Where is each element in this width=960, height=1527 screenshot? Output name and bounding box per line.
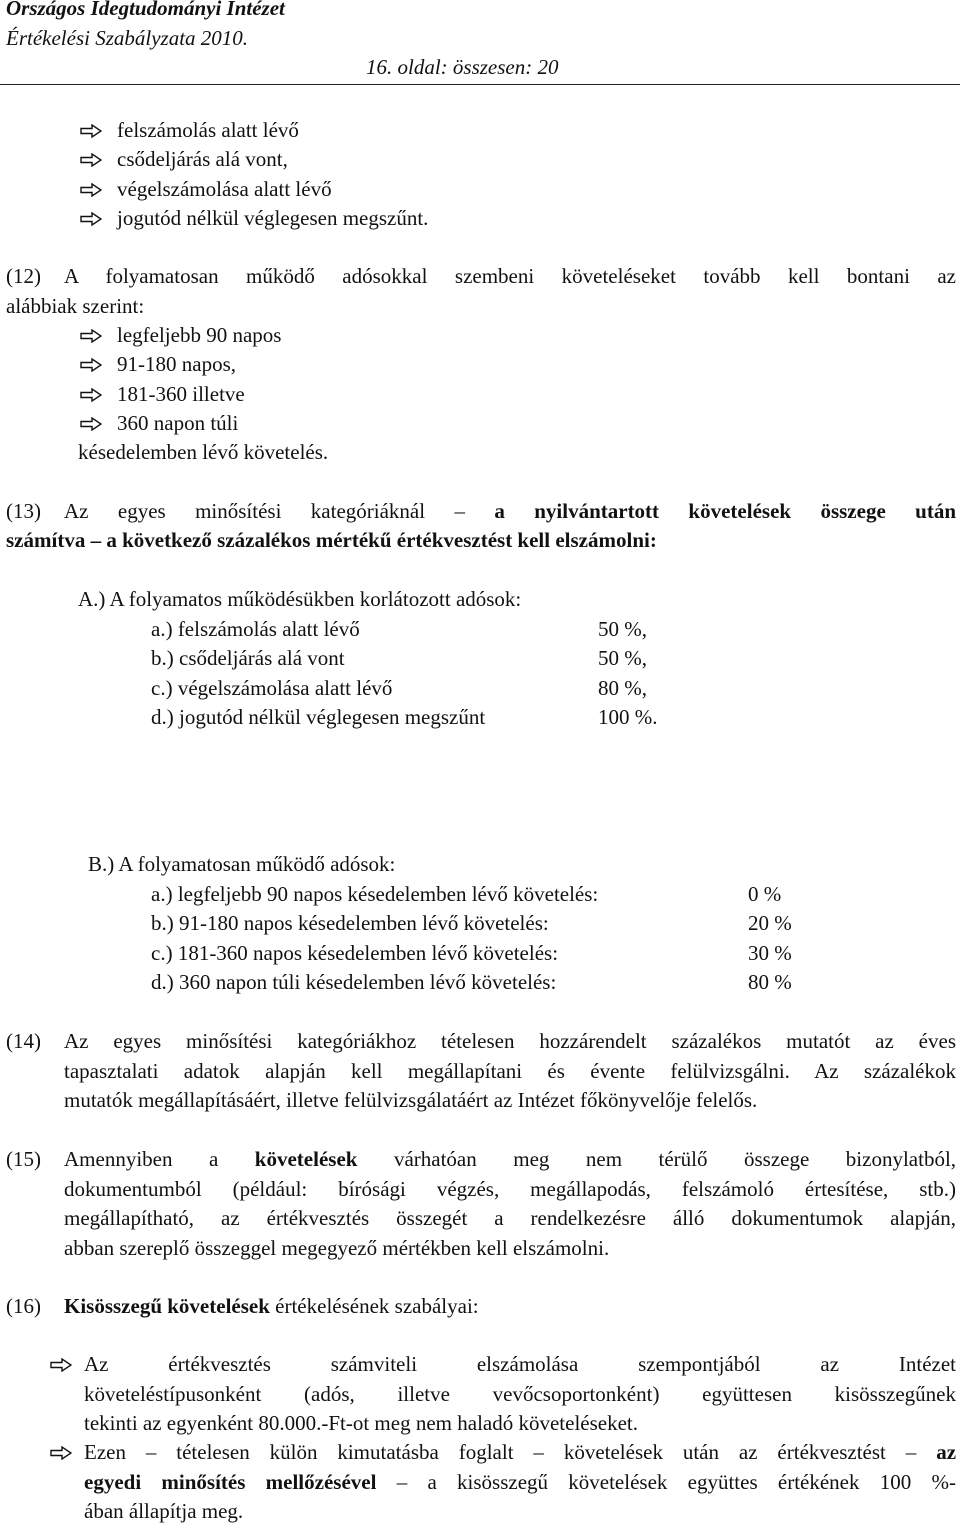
header-page-number: 16. oldal: összesen: 20 [366, 55, 559, 79]
paragraph-13 [64, 497, 956, 527]
paragraph-text: Ezen – tételesen külön kimutatásba foglalt – követelések után az értékvesztést – [84, 1440, 917, 1464]
paragraph-line: ában állapítja meg. [84, 1499, 244, 1523]
paragraph-16-heading [64, 1292, 479, 1321]
table-row-label: a.) felszámolás alatt lévő [151, 617, 360, 641]
paragraph-line [64, 1145, 956, 1175]
paragraph-line: abban szereplő összeggel megegyező mértékben kell elszámolni. [64, 1235, 610, 1260]
paragraph-text: várhatóan meg nem térülő összege bizonylatból, [393, 1147, 957, 1171]
emphasis-text: egyedi minősítés mellőzésével [84, 1469, 377, 1494]
arrow-bullet-icon [80, 329, 102, 343]
paragraph-line: Az értékvesztés számviteli elszámolása szempontjából az Intézet [84, 1352, 956, 1376]
paragraph-line: dokumentumból (például: bírósági végzés, megállapodás, felszámoló értesítése, stb.) [64, 1176, 956, 1201]
arrow-bullet-icon [50, 1446, 72, 1460]
paragraph-12 [64, 262, 956, 292]
table-row-label: d.) jogutód nélkül véglegesen megszűnt [151, 705, 486, 729]
paragraph-line: késedelemben lévő követelés. [78, 440, 329, 464]
paragraph-number: (14) [6, 1029, 41, 1053]
table-row-label: b.) csődeljárás alá vont [151, 646, 345, 670]
list-item: 360 napon túli [117, 411, 239, 435]
list-item: legfeljebb 90 napos [117, 323, 282, 347]
emphasis-text: a nyilvántartott követelések összege után [494, 499, 956, 523]
bullet-paragraph-2 [84, 1438, 956, 1527]
arrow-bullet-icon [80, 417, 102, 431]
arrow-bullet-icon [80, 183, 102, 197]
paragraph-text: Amennyiben a [64, 1147, 219, 1171]
paragraph-line: Az egyes minősítési kategóriákhoz tételesen hozzárendelt százalékos mutatót az éves [64, 1029, 956, 1053]
paragraph-14 [64, 1027, 956, 1116]
table-row-label: c.) végelszámolása alatt lévő [151, 676, 393, 700]
table-row-value: 100 %. [598, 705, 658, 729]
paragraph-number: (15) [6, 1147, 41, 1171]
arrow-bullet-icon [80, 388, 102, 402]
table-row-value: 50 %, [598, 646, 647, 670]
table-row-label: c.) 181-360 napos késedelemben lévő követelés: [151, 941, 559, 965]
paragraph-line: mutatók megállapításáért, illetve felülvizsgálatáért az Intézet főkönyvelője felelős. [64, 1088, 758, 1112]
paragraph-15 [64, 1145, 956, 1263]
table-row-value: 30 % [748, 941, 792, 965]
arrow-bullet-icon [80, 358, 102, 372]
paragraph-line [64, 497, 956, 527]
table-row-value: 0 % [748, 882, 782, 906]
table-row-value: 20 % [748, 911, 792, 935]
bullet-paragraph-1 [84, 1350, 956, 1439]
paragraph-line: megállapítható, az értékvesztés összegét a rendelkezésre álló dokumentumok alapján, [64, 1206, 956, 1230]
arrow-bullet-icon [50, 1358, 72, 1372]
header-divider [0, 84, 960, 85]
paragraph-number: (12) [6, 264, 41, 288]
arrow-bullet-icon [80, 212, 102, 226]
paragraph-text: Az egyes minősítési kategóriáknál – [64, 499, 465, 523]
list-item: végelszámolása alatt lévő [117, 177, 332, 201]
emphasis-text: az [936, 1440, 957, 1464]
paragraph-line [84, 1468, 956, 1498]
paragraph-text: értékelésének szabályai: [269, 1294, 479, 1318]
list-item: 91-180 napos, [117, 352, 236, 376]
list-item: 181-360 illetve [117, 382, 245, 406]
arrow-bullet-icon [80, 153, 102, 167]
group-b-title: B.) A folyamatosan működő adósok: [88, 852, 396, 876]
paragraph-line [84, 1438, 956, 1468]
table-row-value: 80 %, [598, 676, 647, 700]
table-row-label: d.) 360 napon túli késedelemben lévő követelés: [151, 970, 557, 994]
table-row-value: 50 %, [598, 617, 647, 641]
list-item: felszámolás alatt lévő [117, 118, 299, 142]
paragraph-line: tekinti az egyenként 80.000.-Ft-ot meg nem haladó követeléseket. [84, 1411, 638, 1435]
header-document-title: Értékelési Szabályzata 2010. [6, 26, 249, 50]
paragraph-text: – a kisösszegű követelések együttes értékének 100 %- [376, 1469, 956, 1494]
emphasis-text: számítva – a következő százalékos mértékű értékvesztést kell elszámolni: [6, 528, 657, 552]
header-institute: Országos Idegtudományi Intézet [6, 0, 285, 20]
paragraph-line: tapasztalati adatok alapján kell megállapítani és évente felülvizsgálni. Az százalékok [64, 1058, 956, 1083]
paragraph-line: követeléstípusonként (adós, illetve vevőcsoportonként) együttesen kisösszegűnek [84, 1381, 956, 1406]
paragraph-line: A folyamatosan működő adósokkal szembeni követeléseket tovább kell bontani az [64, 264, 956, 288]
emphasis-text: Kisösszegű követelések [64, 1294, 270, 1318]
paragraph-line: alábbiak szerint: [6, 294, 145, 318]
emphasis-text: követelések [254, 1147, 358, 1171]
list-item: jogutód nélkül véglegesen megszűnt. [117, 206, 429, 230]
table-row-label: a.) legfeljebb 90 napos késedelemben lévő követelés: [151, 882, 599, 906]
paragraph-number: (16) [6, 1294, 41, 1318]
arrow-bullet-icon [80, 124, 102, 138]
group-a-title: A.) A folyamatos működésükben korlátozott adósok: [78, 587, 522, 611]
list-item: csődeljárás alá vont, [117, 147, 288, 171]
paragraph-line [6, 526, 657, 555]
paragraph-number: (13) [6, 499, 41, 523]
table-row-label: b.) 91-180 napos késedelemben lévő követelés: [151, 911, 549, 935]
table-row-value: 80 % [748, 970, 792, 994]
